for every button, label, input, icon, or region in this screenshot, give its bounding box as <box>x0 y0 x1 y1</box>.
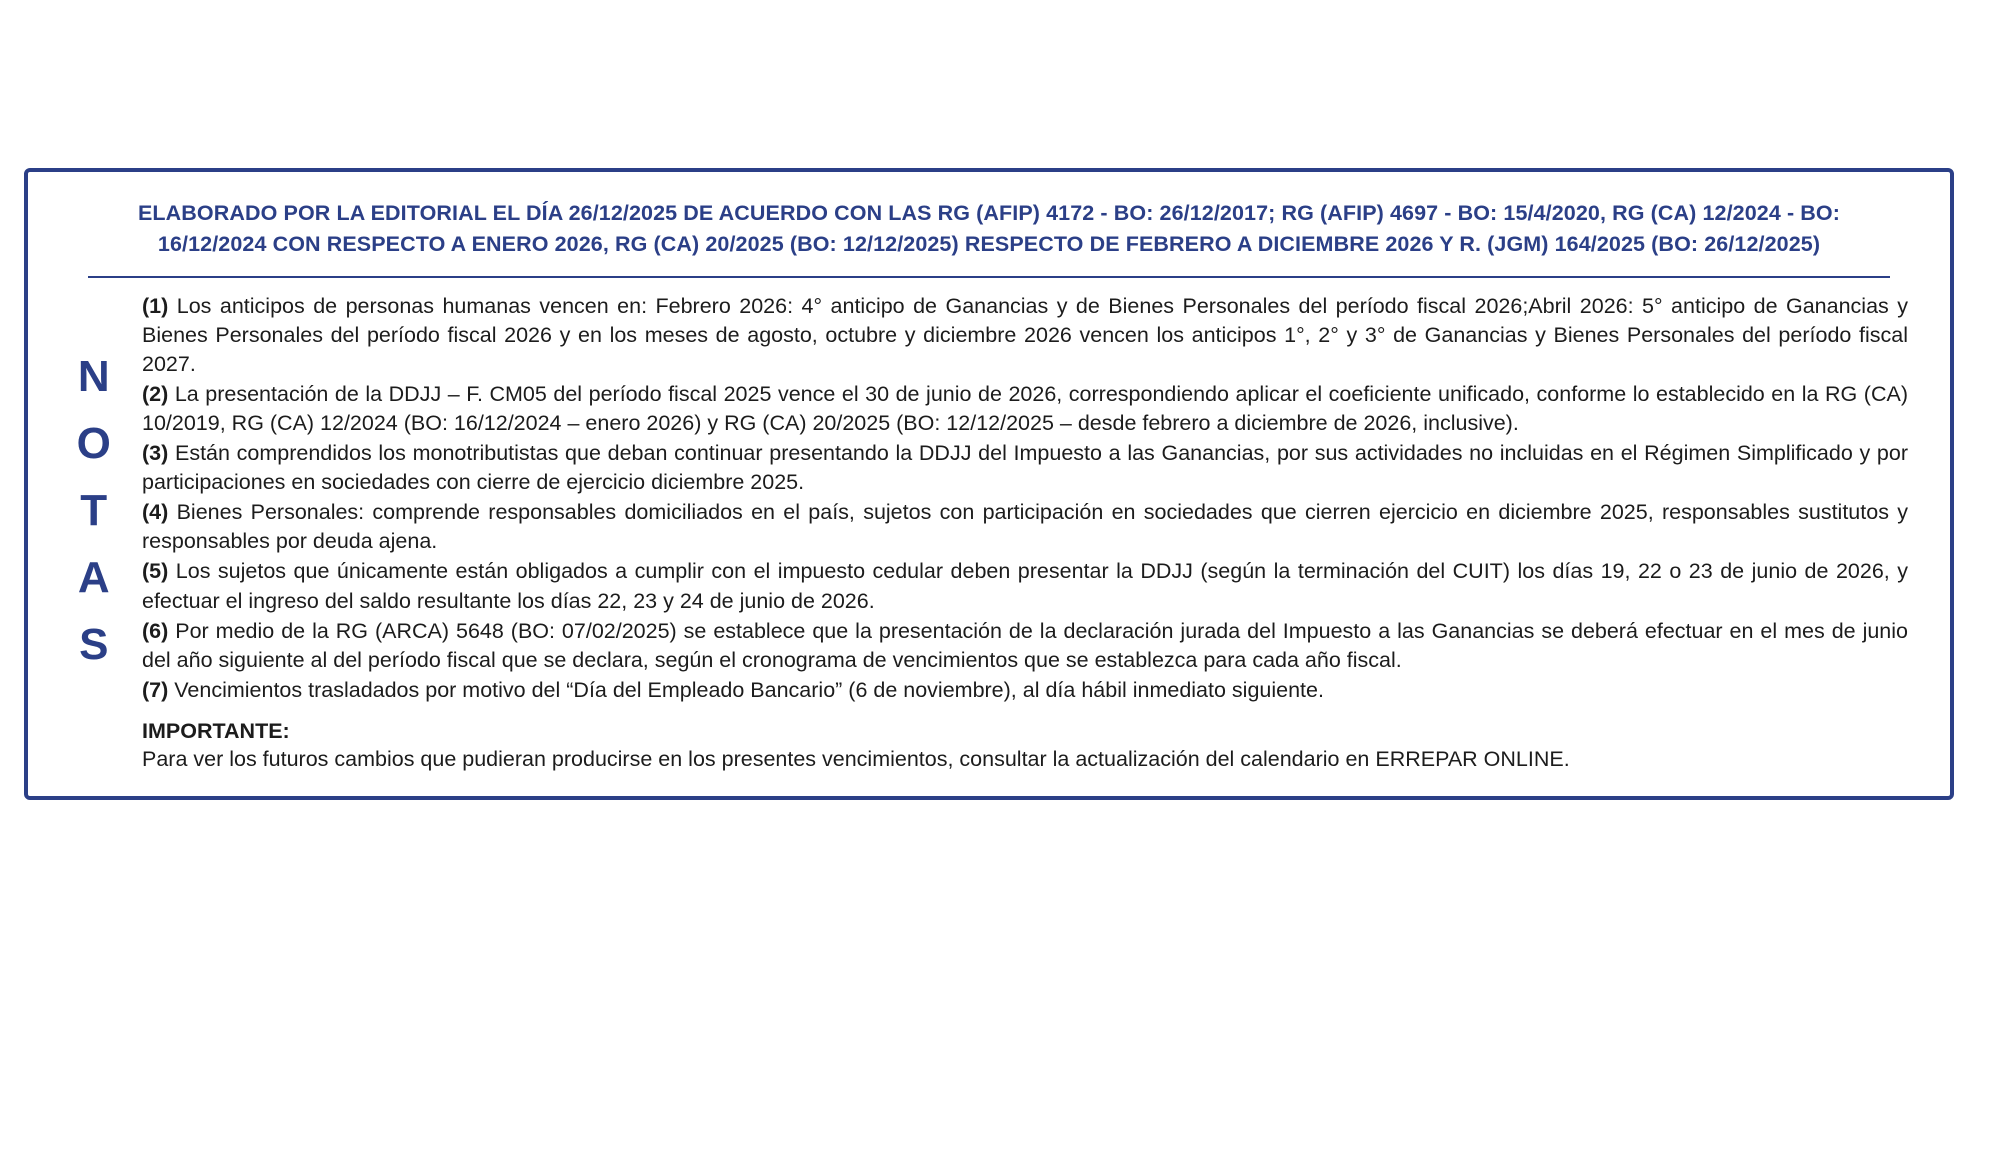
important-text: Para ver los futuros cambios que pudieran producirse en los presentes vencimientos, consultar la actualización del calendario en ERREPAR ONLINE. <box>142 746 1570 771</box>
note-number: (1) <box>142 294 169 319</box>
note-text: Los anticipos de personas humanas vencen en: Febrero 2026: 4° anticipo de Ganancias y de Bienes Personales del período fiscal 2026;Abril 2026: 5° anticipo de Ganancias y Bienes Personales del período fiscal 2026 y en los meses de agosto, octubre y diciembre 2026 vencen los anticipos 1°, 2° y 3° de Ganancias y Bienes Personales del período fiscal 2027. <box>142 294 1908 377</box>
note-item <box>142 380 1908 438</box>
notes-body <box>46 288 1932 773</box>
notes-panel <box>24 168 1954 800</box>
notes-header-title: ELABORADO POR LA EDITORIAL EL DÍA 26/12/2025 DE ACUERDO CON LAS RG (AFIP) 4172 - BO: 26/12/2017; RG (AFIP) 4697 - BO: 15/4/2020, RG (CA) 12/2024 - BO: 16/12/2024 CON RESPECTO A ENERO 2026, RG (CA) 20/2025 (BO: 12/12/2025) RESPECTO DE FEBRERO A DICIEMBRE 2026 Y R. (JGM) 164/2025 (BO: 26/12/2025) <box>137 201 1840 257</box>
note-number: (6) <box>142 618 169 643</box>
notas-letter-a: A <box>77 552 111 602</box>
notas-letter-n: N <box>77 352 111 402</box>
notas-letter-t: T <box>80 486 108 536</box>
note-number: (5) <box>142 559 169 584</box>
note-text: Bienes Personales: comprende responsables domiciliados en el país, sujetos con participación en sociedades que cierren ejercicio en diciembre 2025, responsables sustitutos y responsables por deuda ajena. <box>142 500 1908 554</box>
note-text: Están comprendidos los monotributistas que deban continuar presentando la DDJJ del Impuesto a las Ganancias, por sus actividades no incluidas en el Régimen Simplificado y por participaciones en sociedades con cierre de ejercicio diciembre 2025. <box>142 441 1908 495</box>
note-number: (2) <box>142 382 169 407</box>
note-number: (7) <box>142 677 169 702</box>
important-label: IMPORTANTE: <box>142 718 290 743</box>
note-item <box>142 617 1908 675</box>
note-number: (3) <box>142 441 169 466</box>
notas-vertical-label <box>46 288 142 678</box>
note-text: Por medio de la RG (ARCA) 5648 (BO: 07/02/2025) se establece que la presentación de la declaración jurada del Impuesto a las Ganancias se deberá efectuar en el mes de junio del año siguiente al del período fiscal que se declara, según el cronograma de vencimientos que se establezca para cada año fiscal. <box>142 618 1908 672</box>
note-item <box>142 292 1908 379</box>
note-item <box>142 439 1908 497</box>
note-text: La presentación de la DDJJ – F. CM05 del período fiscal 2025 vence el 30 de junio de 2026, correspondiendo aplicar el coeficiente unificado, conforme lo establecido en la RG (CA) 10/2019, RG (CA) 12/2024 (BO: 16/12/2024 – enero 2026) y RG (CA) 20/2025 (BO: 12/12/2025 – desde febrero a diciembre de 2026, inclusive). <box>142 382 1908 436</box>
note-text: Los sujetos que únicamente están obligados a cumplir con el impuesto cedular deben presentar la DDJJ (según la terminación del CUIT) los días 19, 22 o 23 de junio de 2026, y efectuar el ingreso del saldo resultante los días 22, 23 y 24 de junio de 2026. <box>142 559 1908 613</box>
header-divider <box>88 276 1890 278</box>
notes-list <box>142 288 1932 773</box>
note-item <box>142 676 1908 705</box>
note-item <box>142 498 1908 556</box>
notas-letter-o: O <box>76 419 112 469</box>
note-text: Vencimientos trasladados por motivo del “Día del Empleado Bancario” (6 de noviembre), al día hábil inmediato siguiente. <box>174 677 1324 702</box>
note-item <box>142 557 1908 615</box>
notas-letter-s: S <box>79 619 109 669</box>
note-number: (4) <box>142 500 169 525</box>
